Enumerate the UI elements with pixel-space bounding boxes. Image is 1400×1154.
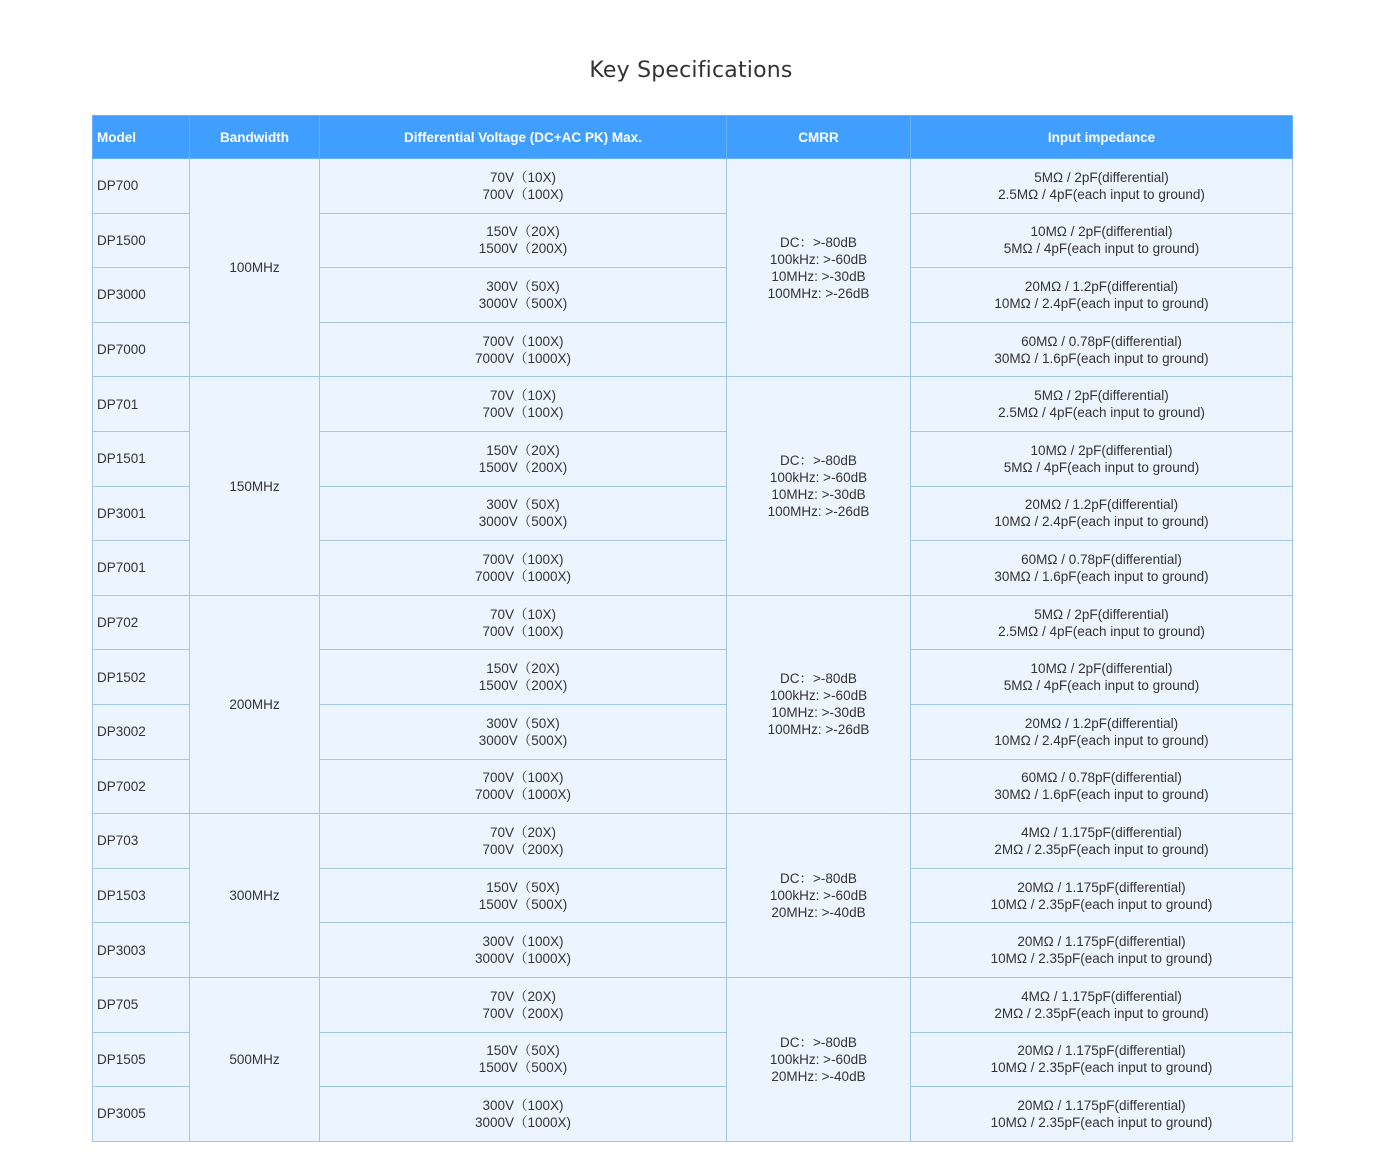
impedance-line: 2MΩ / 2.35pF(each input to ground): [994, 1005, 1209, 1021]
impedance-cell: [911, 486, 1293, 541]
impedance-line: 5MΩ / 4pF(each input to ground): [1003, 241, 1200, 257]
cmrr-line: 100MHz: >-26dB: [767, 722, 870, 738]
voltage-line: 70V（10X): [489, 169, 557, 185]
bandwidth-cell: 100MHz: [190, 159, 320, 377]
impedance-line: 2.5MΩ / 4pF(each input to ground): [998, 186, 1205, 202]
impedance-line: 30MΩ / 1.6pF(each input to ground): [994, 568, 1209, 584]
voltage-cell: [320, 868, 727, 923]
model-cell: DP1505: [93, 1032, 190, 1087]
column-header-bandwidth: Bandwidth: [190, 116, 320, 159]
impedance-line: 2.5MΩ / 4pF(each input to ground): [998, 405, 1205, 421]
impedance-line: 10MΩ / 2.35pF(each input to ground): [990, 951, 1213, 967]
impedance-line: 60MΩ / 0.78pF(differential): [1021, 551, 1182, 567]
impedance-line: 10MΩ / 2.35pF(each input to ground): [990, 896, 1213, 912]
impedance-cell: [911, 377, 1293, 432]
cmrr-line: 20MHz: >-40dB: [771, 905, 866, 921]
impedance-line: 20MΩ / 1.175pF(differential): [1017, 1043, 1186, 1059]
model-cell: DP705: [93, 977, 190, 1032]
voltage-cell: [320, 704, 727, 759]
impedance-cell: [911, 595, 1293, 650]
model-cell: DP3000: [93, 268, 190, 323]
column-header-voltage: Differential Voltage (DC+AC PK) Max.: [320, 116, 727, 159]
impedance-cell: [911, 159, 1293, 214]
model-cell: DP703: [93, 814, 190, 869]
cmrr-line: DC：>-80dB: [780, 1034, 857, 1050]
voltage-line: 300V（100X): [482, 934, 564, 950]
voltage-cell: [320, 814, 727, 869]
impedance-line: 60MΩ / 0.78pF(differential): [1021, 770, 1182, 786]
voltage-line: 3000V（500X): [478, 514, 568, 530]
model-cell: DP701: [93, 377, 190, 432]
cmrr-line: DC：>-80dB: [780, 871, 857, 887]
impedance-line: 4MΩ / 1.175pF(differential): [1021, 988, 1182, 1004]
impedance-cell: [911, 431, 1293, 486]
table-row: [93, 977, 1293, 1032]
impedance-cell: [911, 814, 1293, 869]
impedance-line: 20MΩ / 1.2pF(differential): [1024, 497, 1179, 513]
cmrr-line: 10MHz: >-30dB: [771, 705, 866, 721]
voltage-line: 700V（100X): [482, 405, 564, 421]
impedance-line: 10MΩ / 2.4pF(each input to ground): [994, 295, 1209, 311]
voltage-line: 70V（10X): [489, 388, 557, 404]
impedance-cell: [911, 1032, 1293, 1087]
impedance-line: 20MΩ / 1.175pF(differential): [1017, 1097, 1186, 1113]
voltage-line: 700V（100X): [482, 186, 564, 202]
voltage-line: 150V（50X): [486, 879, 560, 895]
cmrr-line: DC：>-80dB: [780, 453, 857, 469]
impedance-line: 20MΩ / 1.2pF(differential): [1024, 715, 1179, 731]
voltage-line: 150V（20X): [486, 224, 560, 240]
voltage-line: 7000V（1000X): [474, 350, 572, 366]
voltage-line: 1500V（200X): [478, 459, 568, 475]
impedance-cell: [911, 868, 1293, 923]
impedance-line: 5MΩ / 2pF(differential): [1034, 606, 1169, 622]
voltage-cell: [320, 377, 727, 432]
voltage-cell: [320, 595, 727, 650]
model-cell: DP702: [93, 595, 190, 650]
column-header-model: Model: [93, 116, 190, 159]
voltage-line: 700V（200X): [482, 841, 564, 857]
voltage-line: 1500V（200X): [478, 678, 568, 694]
bandwidth-cell: 300MHz: [190, 814, 320, 978]
voltage-cell: [320, 213, 727, 268]
cmrr-line: 100MHz: >-26dB: [767, 285, 870, 301]
impedance-line: 30MΩ / 1.6pF(each input to ground): [994, 350, 1209, 366]
impedance-line: 10MΩ / 2.4pF(each input to ground): [994, 732, 1209, 748]
voltage-cell: [320, 1032, 727, 1087]
voltage-line: 300V（100X): [482, 1097, 564, 1113]
impedance-line: 10MΩ / 2.35pF(each input to ground): [990, 1060, 1213, 1076]
impedance-cell: [911, 977, 1293, 1032]
cmrr-line: 100kHz: >-60dB: [769, 251, 868, 267]
voltage-line: 3000V（500X): [478, 295, 568, 311]
voltage-line: 3000V（500X): [478, 732, 568, 748]
voltage-line: 3000V（1000X): [474, 951, 572, 967]
cmrr-cell: [727, 159, 911, 377]
table-row: [93, 595, 1293, 650]
cmrr-line: DC：>-80dB: [780, 671, 857, 687]
voltage-line: 1500V（500X): [478, 896, 568, 912]
voltage-line: 150V（20X): [486, 661, 560, 677]
impedance-line: 20MΩ / 1.2pF(differential): [1024, 278, 1179, 294]
voltage-line: 300V（50X): [486, 715, 560, 731]
cmrr-line: 20MHz: >-40dB: [771, 1068, 866, 1084]
impedance-line: 20MΩ / 1.175pF(differential): [1017, 879, 1186, 895]
voltage-line: 7000V（1000X): [474, 787, 572, 803]
voltage-line: 150V（20X): [486, 442, 560, 458]
bandwidth-cell: 200MHz: [190, 595, 320, 813]
voltage-cell: [320, 268, 727, 323]
impedance-cell: [911, 541, 1293, 596]
cmrr-cell: [727, 377, 911, 595]
impedance-cell: [911, 1087, 1293, 1142]
voltage-cell: [320, 431, 727, 486]
voltage-cell: [320, 759, 727, 814]
voltage-line: 700V（100X): [482, 623, 564, 639]
voltage-line: 7000V（1000X): [474, 568, 572, 584]
cmrr-line: 100kHz: >-60dB: [769, 470, 868, 486]
model-cell: DP3001: [93, 486, 190, 541]
model-cell: DP1502: [93, 650, 190, 705]
impedance-line: 10MΩ / 2pF(differential): [1030, 442, 1173, 458]
impedance-line: 30MΩ / 1.6pF(each input to ground): [994, 787, 1209, 803]
voltage-cell: [320, 650, 727, 705]
table-row: [93, 377, 1293, 432]
voltage-line: 700V（100X): [482, 770, 564, 786]
page-title: Key Specifications: [589, 58, 793, 83]
impedance-line: 2MΩ / 2.35pF(each input to ground): [994, 841, 1209, 857]
model-cell: DP7000: [93, 322, 190, 377]
voltage-cell: [320, 486, 727, 541]
impedance-line: 5MΩ / 4pF(each input to ground): [1003, 459, 1200, 475]
voltage-line: 300V（50X): [486, 278, 560, 294]
voltage-cell: [320, 1087, 727, 1142]
voltage-line: 70V（10X): [489, 606, 557, 622]
cmrr-line: 10MHz: >-30dB: [771, 268, 866, 284]
impedance-line: 20MΩ / 1.175pF(differential): [1017, 934, 1186, 950]
cmrr-line: 100MHz: >-26dB: [767, 504, 870, 520]
voltage-line: 150V（50X): [486, 1043, 560, 1059]
impedance-line: 5MΩ / 4pF(each input to ground): [1003, 678, 1200, 694]
cmrr-line: 10MHz: >-30dB: [771, 487, 866, 503]
table-row: [93, 814, 1293, 869]
impedance-line: 60MΩ / 0.78pF(differential): [1021, 333, 1182, 349]
cmrr-cell: [727, 595, 911, 813]
bandwidth-cell: 150MHz: [190, 377, 320, 595]
model-cell: DP1501: [93, 431, 190, 486]
impedance-cell: [911, 268, 1293, 323]
specifications-table: [92, 115, 1293, 1142]
impedance-line: 5MΩ / 2pF(differential): [1034, 388, 1169, 404]
column-header-impedance: Input impedance: [911, 116, 1293, 159]
cmrr-line: 100kHz: >-60dB: [769, 1051, 868, 1067]
cmrr-line: 100kHz: >-60dB: [769, 688, 868, 704]
impedance-cell: [911, 650, 1293, 705]
impedance-line: 10MΩ / 2pF(differential): [1030, 661, 1173, 677]
table-body: [93, 159, 1293, 1142]
voltage-line: 3000V（1000X): [474, 1114, 572, 1130]
voltage-cell: [320, 322, 727, 377]
model-cell: DP1500: [93, 213, 190, 268]
column-header-cmrr: CMRR: [727, 116, 911, 159]
impedance-cell: [911, 213, 1293, 268]
impedance-line: 2.5MΩ / 4pF(each input to ground): [998, 623, 1205, 639]
impedance-line: 5MΩ / 2pF(differential): [1034, 169, 1169, 185]
voltage-line: 700V（100X): [482, 333, 564, 349]
cmrr-line: DC：>-80dB: [780, 234, 857, 250]
impedance-line: 10MΩ / 2.4pF(each input to ground): [994, 514, 1209, 530]
bandwidth-cell: 500MHz: [190, 977, 320, 1141]
voltage-line: 700V（200X): [482, 1005, 564, 1021]
impedance-cell: [911, 322, 1293, 377]
model-cell: DP3002: [93, 704, 190, 759]
voltage-line: 300V（50X): [486, 497, 560, 513]
impedance-line: 10MΩ / 2pF(differential): [1030, 224, 1173, 240]
table-header-row: [93, 116, 1293, 159]
impedance-cell: [911, 759, 1293, 814]
voltage-cell: [320, 541, 727, 596]
model-cell: DP3005: [93, 1087, 190, 1142]
cmrr-line: 100kHz: >-60dB: [769, 888, 868, 904]
model-cell: DP700: [93, 159, 190, 214]
impedance-line: 10MΩ / 2.35pF(each input to ground): [990, 1114, 1213, 1130]
impedance-line: 4MΩ / 1.175pF(differential): [1021, 824, 1182, 840]
impedance-cell: [911, 704, 1293, 759]
cmrr-cell: [727, 977, 911, 1141]
table-row: [93, 159, 1293, 214]
model-cell: DP7002: [93, 759, 190, 814]
voltage-line: 70V（20X): [489, 988, 557, 1004]
voltage-cell: [320, 923, 727, 978]
voltage-line: 1500V（200X): [478, 241, 568, 257]
voltage-line: 1500V（500X): [478, 1060, 568, 1076]
voltage-line: 70V（20X): [489, 824, 557, 840]
model-cell: DP7001: [93, 541, 190, 596]
voltage-cell: [320, 977, 727, 1032]
voltage-cell: [320, 159, 727, 214]
model-cell: DP3003: [93, 923, 190, 978]
voltage-line: 700V（100X): [482, 551, 564, 567]
impedance-cell: [911, 923, 1293, 978]
cmrr-cell: [727, 814, 911, 978]
model-cell: DP1503: [93, 868, 190, 923]
